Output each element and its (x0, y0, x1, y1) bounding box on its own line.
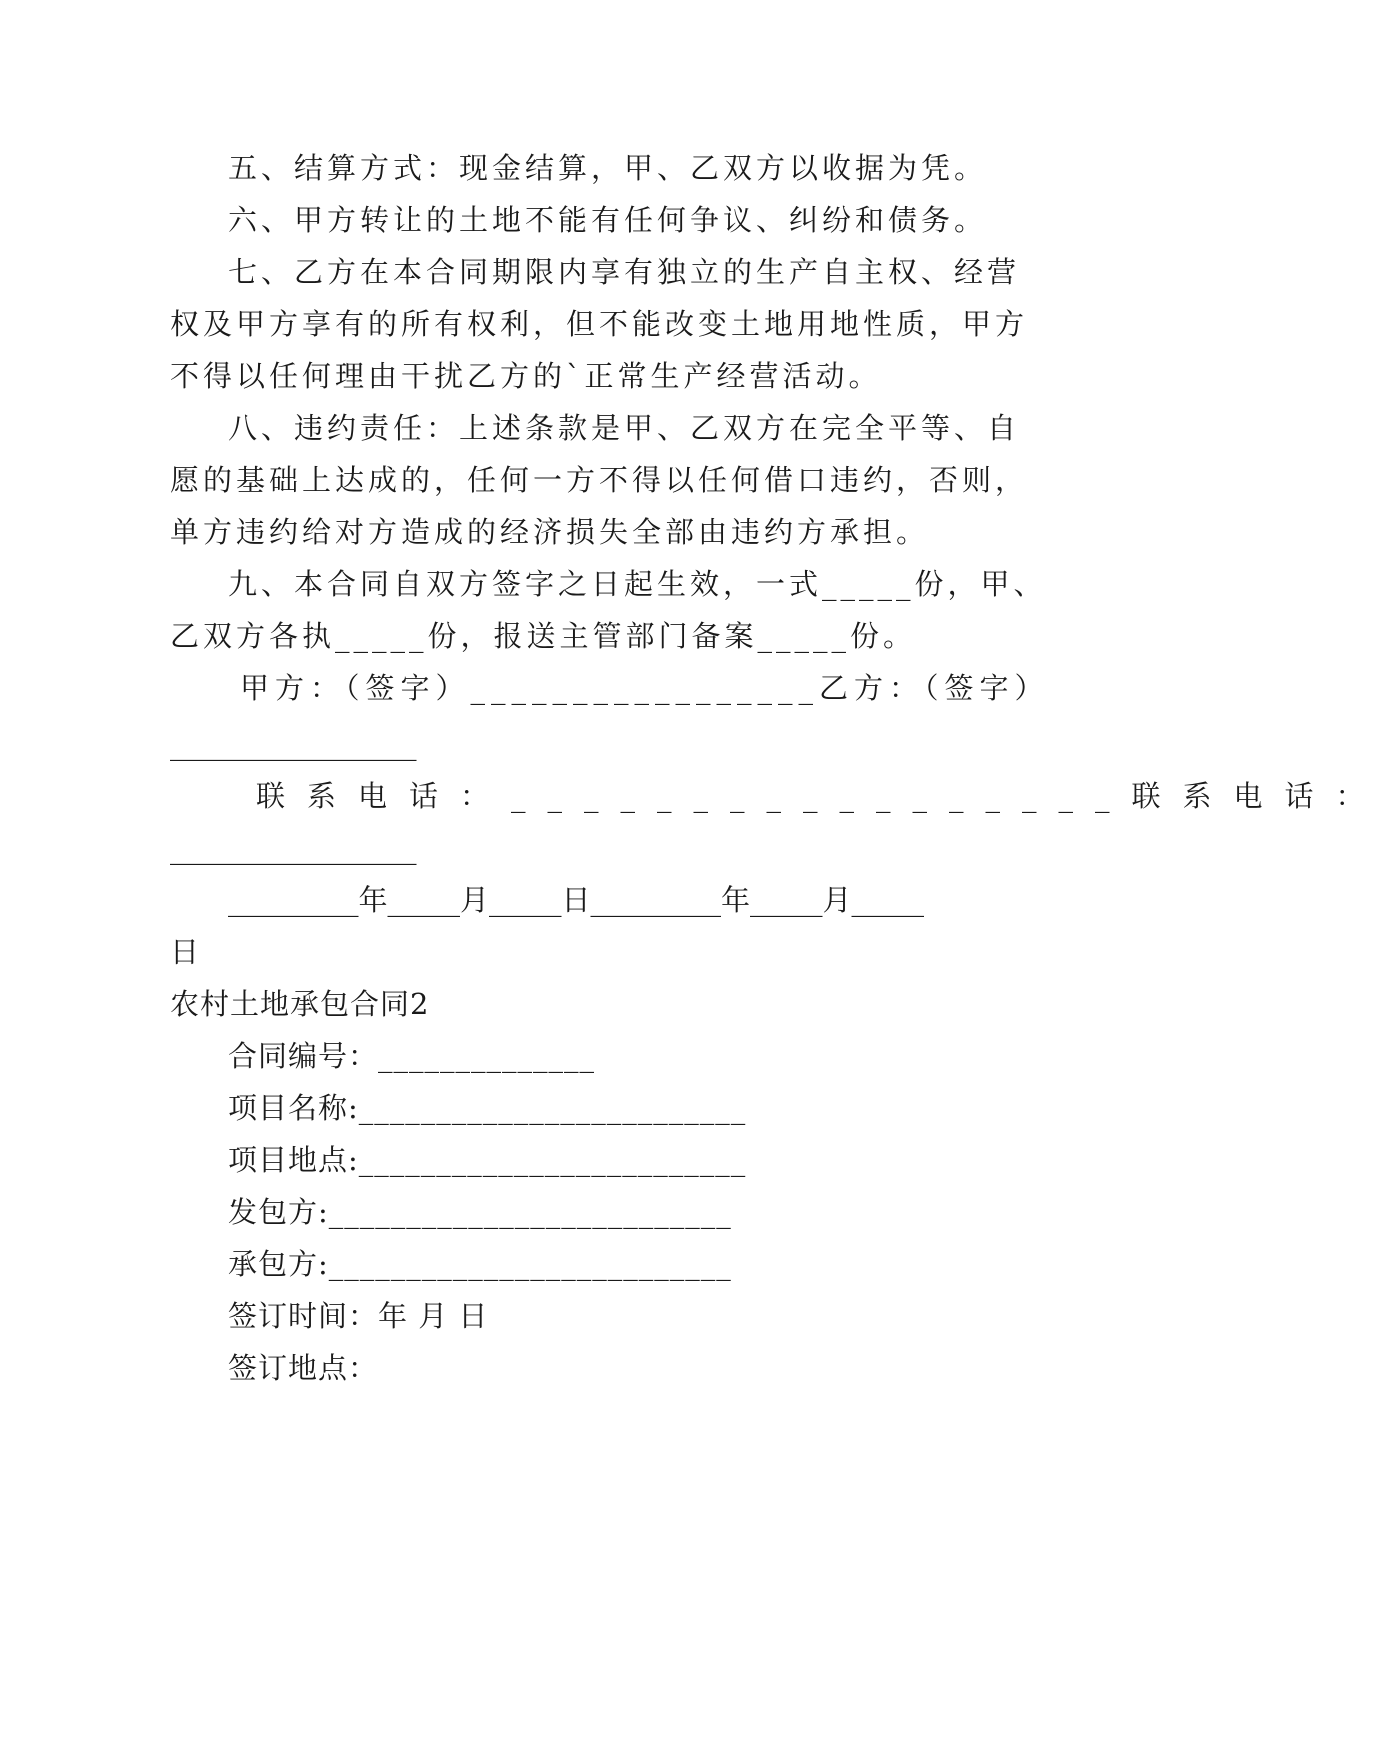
contract-2-title: 农村土地承包合同2 (170, 987, 430, 1021)
field-contract-number: 合同编号：______________ (228, 1039, 596, 1073)
phone-line: 联系电话：_________________联系电话： (256, 779, 1387, 813)
date-line-continued: 日 (170, 935, 200, 969)
clause-7-line-2: 权及甲方享有的所有权利，但不能改变土地用地性质，甲方 (170, 307, 1029, 341)
field-contractor: 承包方:__________________________ (228, 1247, 732, 1281)
field-employer: 发包方:__________________________ (228, 1195, 732, 1229)
field-project-name: 项目名称:_________________________ (228, 1091, 747, 1125)
signature-line: 甲方：（签字）_________________乙方：（签字） (240, 671, 1050, 705)
clause-9-line-1: 九、本合同自双方签字之日起生效，一式_____份，甲、 (228, 567, 1047, 601)
clause-8-line-1: 八、违约责任：上述条款是甲、乙双方在完全平等、自 (228, 411, 1021, 445)
clause-8-line-2: 愿的基础上达成的，任何一方不得以任何借口违约，否则， (170, 463, 1029, 497)
clause-8-line-3: 单方违约给对方造成的经济损失全部由违约方承担。 (170, 515, 930, 549)
clause-6: 六、甲方转让的土地不能有任何争议、纠纷和债务。 (228, 203, 988, 237)
clause-9-line-2: 乙双方各执_____份，报送主管部门备案_____份。 (170, 619, 917, 653)
clause-7-line-1: 七、乙方在本合同期限内享有独立的生产自主权、经营 (228, 255, 1021, 289)
signature-line-continued: _________________ (170, 727, 417, 761)
field-signing-date: 签订时间：年 月 日 (228, 1299, 489, 1333)
date-line: _________年_____月_____日_________年_____月_____ (228, 883, 925, 917)
field-project-location: 项目地点:_________________________ (228, 1143, 747, 1177)
phone-line-continued: _________________ (170, 831, 417, 865)
clause-5: 五、结算方式：现金结算，甲、乙双方以收据为凭。 (228, 151, 988, 185)
clause-7-line-3: 不得以任何理由干扰乙方的`正常生产经营活动。 (170, 359, 882, 393)
field-signing-place: 签订地点： (228, 1351, 379, 1385)
